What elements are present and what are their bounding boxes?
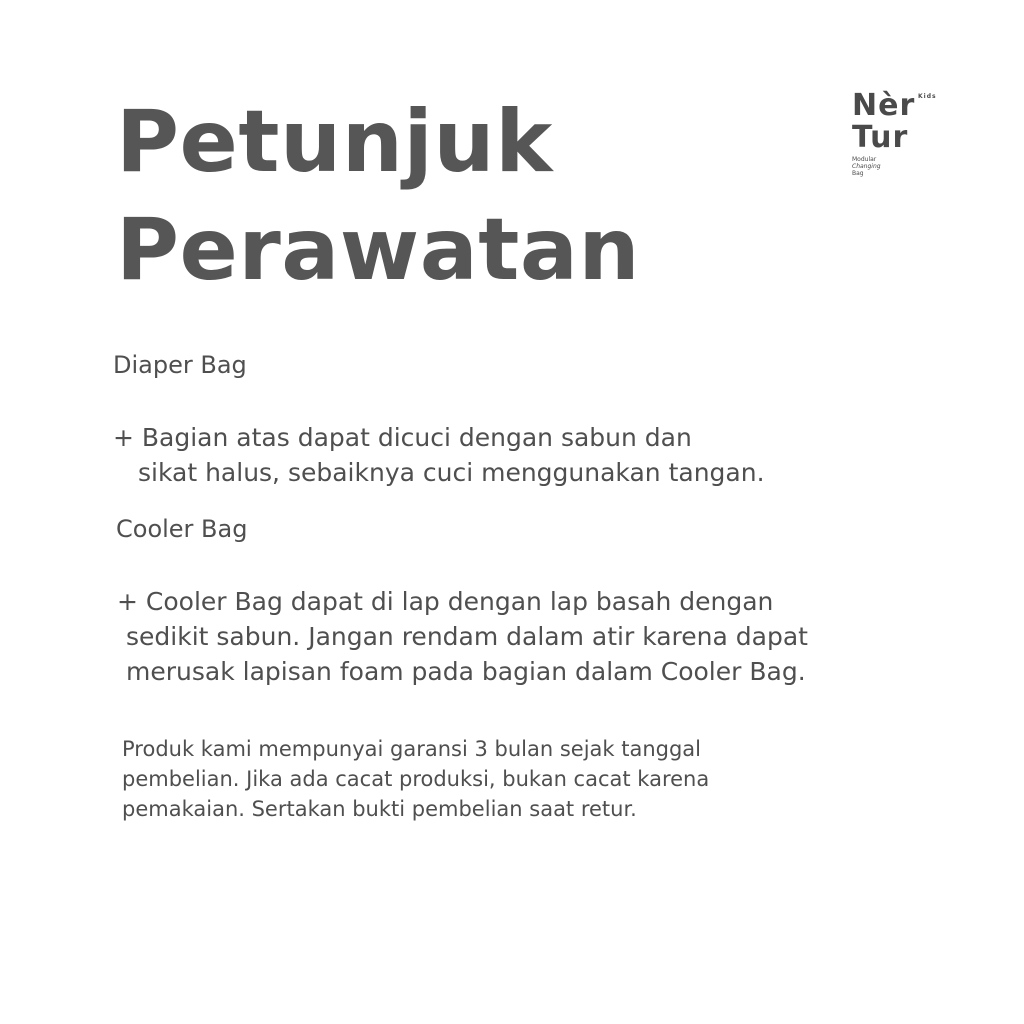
care-instruction-cooler-bag bbox=[117, 584, 808, 689]
logo-mark: Kids bbox=[918, 93, 937, 100]
warranty-line: pembelian. Jika ada cacat produksi, bukan cacat karena bbox=[122, 767, 710, 791]
warranty-line: Produk kami mempunyai garansi 3 bulan sejak tanggal bbox=[122, 737, 702, 761]
logo-tagline-3: Bag bbox=[852, 170, 864, 177]
care-line: merusak lapisan foam pada bagian dalam Cooler Bag. bbox=[126, 657, 806, 686]
page-title-line-1: Petunjuk bbox=[116, 92, 553, 192]
page-title-line-2: Perawatan bbox=[116, 200, 641, 300]
care-line: + Bagian atas dapat dicuci dengan sabun dan bbox=[113, 423, 692, 452]
logo-word-2: Tur bbox=[852, 120, 909, 155]
page-title bbox=[116, 88, 640, 304]
warranty-note bbox=[122, 734, 709, 824]
care-line: sedikit sabun. Jangan rendam dalam atir karena dapat bbox=[126, 622, 808, 651]
logo-tagline-2: Changing bbox=[852, 163, 881, 170]
care-line: + Cooler Bag dapat di lap dengan lap basah dengan bbox=[117, 587, 774, 616]
section-heading-cooler-bag: Cooler Bag bbox=[116, 515, 248, 543]
logo-word-1: Nèr bbox=[852, 88, 916, 123]
care-line: sikat halus, sebaiknya cuci menggunakan tangan. bbox=[138, 458, 765, 487]
section-heading-diaper-bag: Diaper Bag bbox=[113, 351, 247, 379]
logo-tagline-1: Modular bbox=[852, 156, 877, 163]
brand-logo bbox=[852, 88, 937, 177]
logo-tagline bbox=[852, 156, 932, 177]
care-instruction-diaper-bag bbox=[113, 420, 765, 490]
warranty-line: pemakaian. Sertakan bukti pembelian saat retur. bbox=[122, 797, 637, 821]
